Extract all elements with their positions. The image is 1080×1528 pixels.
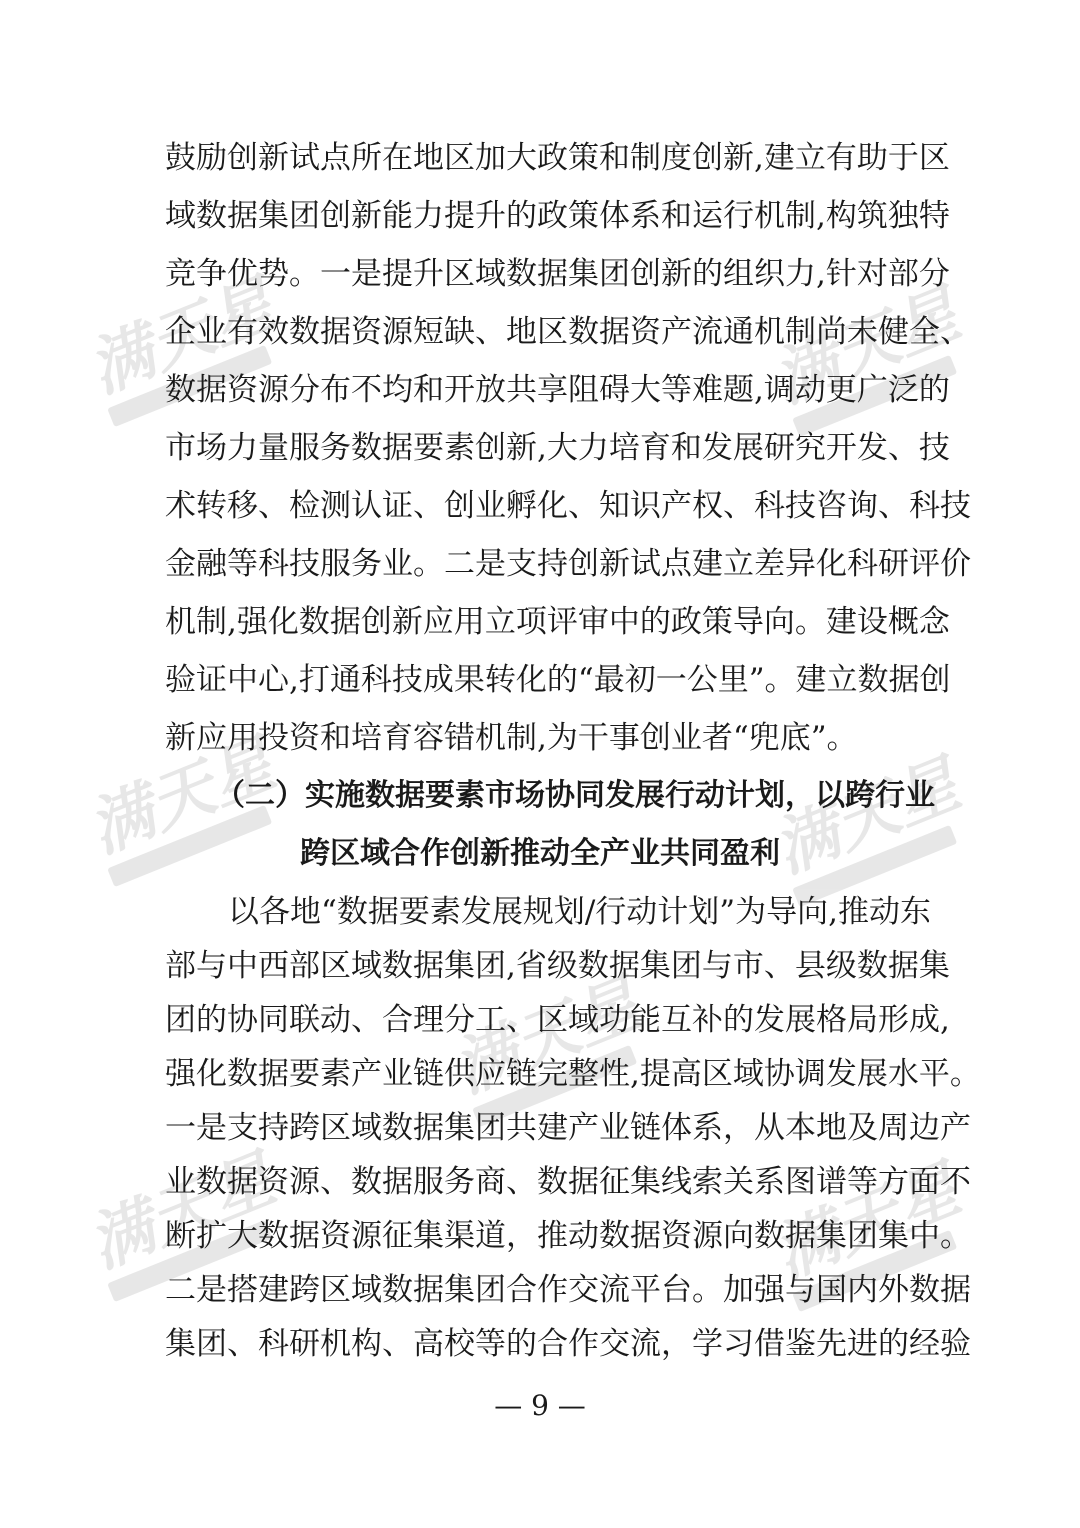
paragraph-line: 新应用投资和培育容错机制,为干事创业者“兜底”。 [165,720,858,756]
paragraph-line: 鼓励创新试点所在地区加大政策和制度创新,建立有助于区 [165,140,950,176]
paragraph-line: 术转移、检测认证、创业孵化、知识产权、科技咨询、科技 [165,488,971,524]
paragraph-line: 部与中西部区域数据集团,省级数据集团与市、县级数据集 [165,948,950,984]
watermark-text: 满天星 [764,277,970,418]
watermark-text: 满天星 [79,727,285,868]
watermark-text: 满天星 [444,967,650,1108]
watermark-text: 满天星 [764,747,970,888]
paragraph-line: 断扩大数据资源征集渠道，推动数据资源向数据集团集中。 [165,1218,971,1254]
page-number: — 9 — [494,1389,586,1422]
paragraph-line: 竞争优势。一是提升区域数据集团创新的组织力,针对部分 [165,256,950,292]
paragraph-line: 市场力量服务数据要素创新,大力培育和发展研究开发、技 [165,430,950,466]
paragraph-line: 域数据集团创新能力提升的政策体系和运行机制,构筑独特 [165,198,950,234]
paragraph-line: 业数据资源、数据服务商、数据征集线索关系图谱等方面不 [165,1164,971,1200]
watermark-logo [79,269,300,451]
paragraph-line: 强化数据要素产业链供应链完整性,提高区域协调发展水平。 [165,1056,981,1092]
paragraph-line: 团的协同联动、合理分工、区域功能互补的发展格局形成, [165,1002,950,1038]
paragraph-line: 以各地“数据要素发展规划/行动计划”为导向,推动东 [228,894,931,930]
paragraph-line: 一是支持跨区域数据集团共建产业链体系，从本地及周边产 [165,1110,971,1146]
paragraph-line: 二是搭建跨区域数据集团合作交流平台。加强与国内外数据 [165,1272,971,1308]
paragraph-line: 验证中心,打通科技成果转化的“最初一公里”。建立数据创 [165,662,951,698]
watermark-text: 满天星 [79,1142,285,1283]
paragraph-line: 数据资源分布不均和开放共享阻碍大等难题,调动更广泛的 [165,372,950,408]
paragraph-line: 金融等科技服务业。二是支持创新试点建立差异化科研评价 [165,546,971,582]
section-heading-line-2: 跨区域合作创新推动全产业共同盈利 [300,836,780,871]
section-heading-line-1: （二）实施数据要素市场协同发展行动计划，以跨行业 [215,778,935,813]
paragraph-line: 集团、科研机构、高校等的合作交流，学习借鉴先进的经验 [165,1326,971,1362]
watermark-text: 满天星 [764,1152,970,1293]
watermark-text: 满天星 [79,267,285,408]
paragraph-line: 企业有效数据资源短缺、地区数据资产流通机制尚未健全、 [165,314,971,350]
paragraph-line: 机制,强化数据创新应用立项评审中的政策导向。建设概念 [165,604,950,640]
